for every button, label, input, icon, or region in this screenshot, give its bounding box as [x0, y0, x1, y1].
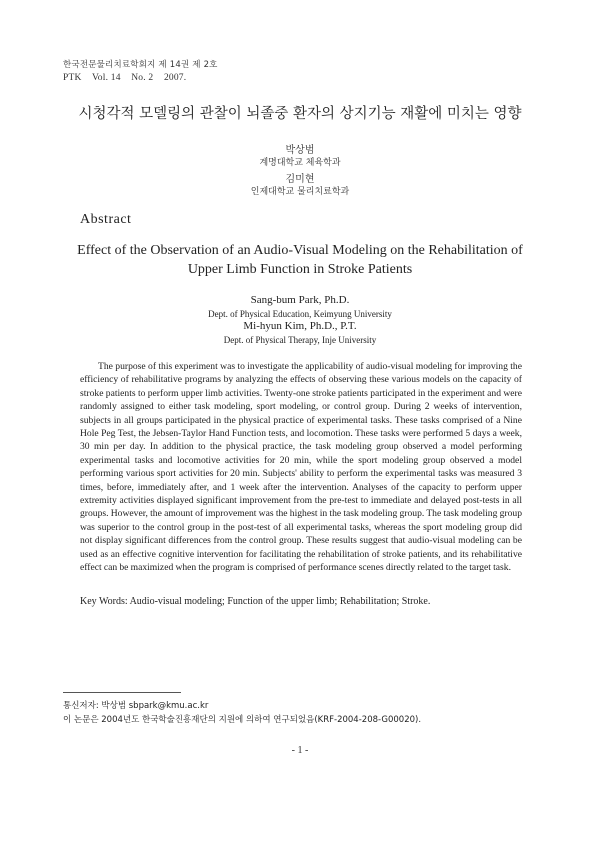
- english-title: Effect of the Observation of an Audio-Visual Modeling on the Rehabilitation of Upper Limb Function in Stroke Patients: [77, 243, 523, 277]
- korean-author-name: 김미현: [285, 174, 315, 185]
- journal-abbrev: PTK: [63, 73, 82, 83]
- footnote-divider: [63, 692, 181, 693]
- english-author-name: Mi-hyun Kim, Ph.D., P.T.: [243, 320, 357, 332]
- keywords: Key Words: Audio-visual modeling; Function of the upper limb; Rehabilitation; Stroke.: [80, 596, 431, 607]
- korean-author-name: 박상범: [285, 145, 315, 156]
- journal-header-korean: 한국전문물리치료학회지 제 14권 제 2호: [63, 60, 218, 70]
- english-author-name: Sang-bum Park, Ph.D.: [250, 294, 350, 306]
- english-author-affiliation: Dept. of Physical Education, Keimyung University: [208, 309, 392, 319]
- journal-volume: Vol. 14: [91, 73, 121, 83]
- page-number: - 1 -: [291, 745, 309, 756]
- journal-number: No. 2: [131, 73, 154, 83]
- corresponding-author-footnote: 통신저자: 박상범 sbpark@kmu.ac.kr: [63, 701, 209, 711]
- abstract-heading: Abstract: [80, 212, 132, 227]
- korean-title: 시청각적 모델링의 관찰이 뇌졸중 환자의 상지기능 재활에 미치는 영향: [78, 106, 522, 122]
- korean-author-affiliation: 계명대학교 체육학과: [259, 158, 341, 168]
- english-author-affiliation: Dept. of Physical Therapy, Inje University: [223, 335, 377, 345]
- abstract-text: The purpose of this experiment was to investigate the applicability of audio-visual modeling for improving the efficiency of rehabilitative programs by analyzing the effects of observing these various models on the capacity of stroke patients to perform upper limb activities. Twenty-one stroke patients participated in the experiment and were randomly assigned to either task modeling, sport modeling, or control group. During 2 weeks of intervention, subjects in all groups participated in the physical practice of experimental tasks. These tasks comprised of a Nine Hole Peg Test, the Jebsen-Taylor Hand Function tests, and locomotion. These tasks were performed 5 days a week, 30 min per day. In addition to the physical practice, the task modeling group observed a model performing experimental tasks and locomotive activities for 20 min, while the sport modeling group observed a model performing various sport activities for 20 min. Subjects' ability to perform the experimental tasks was measured 3 times, before, immediately after, and 1 week after the intervention. Analyses of the capacity to perform upper extremity activities displayed significant improvement from the pre-test to immediate and delayed post-tests in all groups. However, the amount of improvement was the highest in the task modeling group. The task modeling group was superior to the control group in the post-test of all experimental tasks, whereas the sport modeling group did not display significant differences from the control group. These results suggest that audio-visual modeling can be used as an effective cognitive intervention for facilitating the rehabilitation of stroke patients, and its rehabilitative effect can be maximized when the program is comprised of performance scenes directly related to the target task.: [80, 361, 522, 574]
- journal-header-english: [63, 73, 194, 83]
- journal-year: 2007.: [163, 73, 187, 83]
- funding-footnote: 이 논문은 2004년도 한국학술진흥재단의 지원에 의하여 연구되었음(KRF-2004-208-G00020).: [63, 715, 422, 725]
- korean-author-affiliation: 인제대학교 물리치료학과: [250, 187, 350, 197]
